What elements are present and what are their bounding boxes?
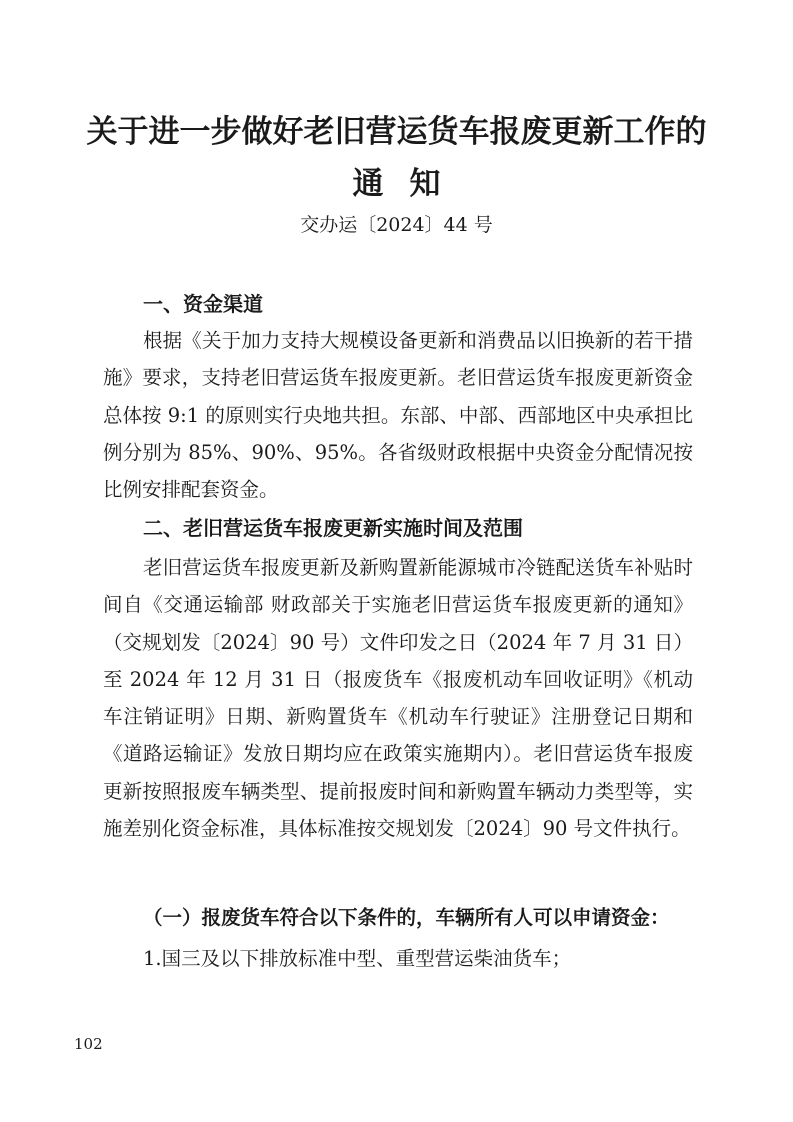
section-2-heading: 二、老旧营运货车报废更新实施时间及范围: [143, 516, 523, 540]
subsection-1-heading: （一）报废货车符合以下条件的，车辆所有人可以申请资金：: [143, 906, 670, 929]
section-2-paragraph: 老旧营运货车报废更新及新购置新能源城市冷链配送货车补贴时间自《交通运输部 财政部关于实施老旧营运货车报废更新的通知》（交规划发〔2024〕90 号）文件印发之日（2024 年 7 月 31 日）至 2024 年 12 月 31 日（报废货车《报废机动车回收证明》《机动车注销证明》日期、新购置货车《机动车行驶证》注册登记日期和《道路运输证》发放日期均应在政策实施期内）。老旧营运货车报废更新按照报废车辆类型、提前报废时间和新购置车辆动力类型等，实施差别化资金标准，具体标准按交规划发〔2024〕90 号文件执行。: [103, 556, 693, 841]
document-title-line-1: 关于进一步做好老旧营运货车报废更新工作的: [86, 114, 707, 150]
section-1-paragraph: 根据《关于加力支持大规模设备更新和消费品以旧换新的若干措施》要求，支持老旧营运货车报废更新。老旧营运货车报废更新资金总体按 9:1 的原则实行央地共担。东部、中部、西部地区中央承担比例分别为 85%、90%、95%。各省级财政根据中央资金分配情况按比例安排配套资金。: [103, 329, 693, 502]
section-1-heading: 一、资金渠道: [143, 292, 263, 316]
page-number: 102: [74, 1035, 103, 1053]
document-number: 交办运〔2024〕44 号: [300, 214, 493, 236]
document-title-line-2: 通知: [352, 166, 467, 202]
subsection-1-item-1: 1.国三及以下排放标准中型、重型营运柴油货车；: [143, 947, 572, 970]
